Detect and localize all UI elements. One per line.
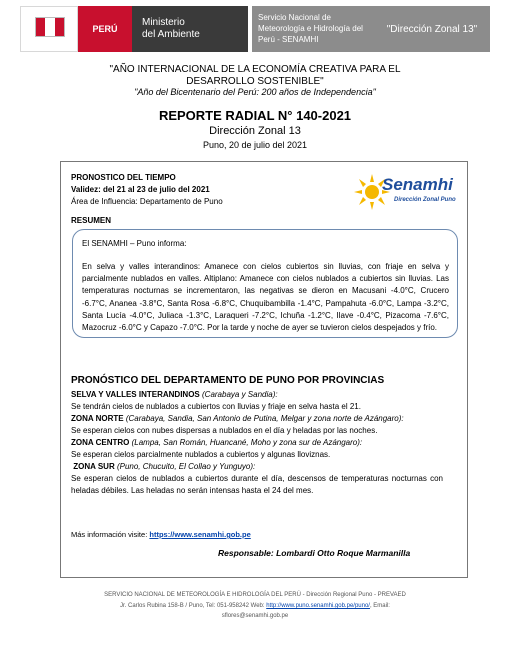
peru-emblem (20, 6, 78, 52)
pronostico-heading: PRONOSTICO DEL TIEMPO (71, 173, 176, 182)
report-frame (60, 161, 468, 578)
service-label (252, 6, 374, 52)
footer-line-2 (0, 601, 510, 611)
more-info-label: Más información visite: (71, 530, 148, 539)
centro-label: ZONA CENTRO (71, 438, 130, 447)
ministry-label (132, 6, 248, 52)
departamento-forecast (71, 389, 443, 497)
direction-label: "Dirección Zonal 13" (374, 6, 490, 52)
service-line-1: Servicio Nacional de (258, 13, 331, 22)
logo-subtitle: Dirección Zonal Puno (394, 197, 456, 203)
sur-text: Se esperan cielos de nublados a cubiertos durante el día, descensos de temperaturas nocturnas con heladas débiles. Las heladas no serán intensas hasta el 24 del mes. (71, 474, 443, 495)
report-title: REPORTE RADIAL N° 140-2021 (158, 108, 352, 123)
resumen-head: El SENAMHI – Puno informa: (82, 239, 187, 248)
selva-text: Se tendrán cielos de nublados a cubiertos con lluvias y friaje en selva hasta el 21. (71, 402, 361, 411)
footer-email: sflores@senamhi.gob.pe (221, 613, 289, 619)
ministry-line-1: Ministerio (142, 17, 185, 28)
year-line-2: DESARROLLO SOSTENIBLE" (186, 76, 324, 87)
sur-provinces: (Puno, Chucuito, El Collao y Yunguyo): (116, 462, 256, 471)
resumen-text: En selva y valles interandinos: Amanece con cielos cubiertos sin lluvias, con friaje en selva y parcialmente nublados en valles. Altiplano: Amanece con cielos nublados a cubiertos sin lluvias. Las temperaturas nocturnas se incrementaron, las negativas se dieron en Macusani -4.0°C, Crucero -6.7°C, Ananea -3.8°C, Santa Rosa -6.8°C, Chuquibambilla -1.4°C, Pampahuta -6.0°C, Lampa -3.2°C, Santa Lucía -4.0°C, Juliaca -1.3°C, Laraqueri -7.2°C, Ichuña -1.2°C, Ilave -0.4°C, Pizacoma -7.6°C, Mazocruz -6.0°C y Capazo -7.0°C. Por la tarde y noche de ayer se tuvieron cielos despejados y frío. (82, 262, 449, 333)
footer-address: Jr. Carlos Rubina 158-B / Puno, Tel: 051-958242 Web: (120, 603, 265, 609)
resumen-label: RESUMEN (71, 216, 112, 225)
footer-line-1: SERVICIO NACIONAL DE METEOROLOGÍA E HIDROLOGÍA DEL PERÚ - Dirección Regional Puno - PREVAED (104, 592, 406, 598)
more-info (71, 530, 251, 539)
validez-line: Validez: del 21 al 23 de julio del 2021 (71, 185, 210, 194)
sur-label: ZONA SUR (73, 462, 115, 471)
selva-provinces: (Carabaya y Sandia): (202, 390, 278, 399)
report-direction: Dirección Zonal 13 (209, 125, 301, 137)
senamhi-logo (354, 172, 464, 212)
senamhi-link[interactable]: https://www.senamhi.gob.pe (149, 530, 251, 539)
responsable-line: Responsable: Lombardi Otto Roque Marmanilla (218, 548, 411, 558)
footer-web-link[interactable]: http://www.puno.senamhi.gob.pe/puno/ (266, 603, 370, 609)
centro-text: Se esperan cielos parcialmente nublados a cubiertos y algunas lloviznas. (71, 450, 331, 459)
ministry-line-2: del Ambiente (142, 29, 200, 40)
year-line-1: "AÑO INTERNACIONAL DE LA ECONOMÍA CREATIVA PARA EL (109, 64, 401, 75)
area-line: Área de Influencia: Departamento de Puno (71, 197, 223, 206)
service-line-2: Meteorología e Hidrología del (258, 24, 363, 33)
norte-text: Se esperan cielos con nubes dispersas a nublados en el día y heladas por las noches. (71, 426, 378, 435)
header-bar (20, 6, 490, 52)
departamento-title: PRONÓSTICO DEL DEPARTAMENTO DE PUNO POR PROVINCIAS (71, 375, 385, 386)
service-line-3: Perú - SENAMHI (258, 35, 319, 44)
peru-flag-icon (35, 17, 65, 37)
year-name (0, 64, 510, 88)
centro-provinces: (Lampa, San Román, Huancané, Moho y zona sur de Azángaro): (131, 438, 363, 447)
norte-provinces: (Carabaya, Sandia, San Antonio de Putina, Melgar y zona norte de Azángaro): (125, 414, 404, 423)
bicentenario-line: "Año del Bicentenario del Perú: 200 años de Independencia" (134, 87, 376, 97)
logo-name: Senamhi (382, 175, 453, 194)
selva-label: SELVA Y VALLES INTERANDINOS (71, 390, 200, 399)
report-date: Puno, 20 de julio del 2021 (202, 140, 308, 150)
norte-label: ZONA NORTE (71, 414, 124, 423)
peru-label: PERÚ (78, 6, 132, 52)
footer-email-label: , Email: (369, 603, 390, 609)
